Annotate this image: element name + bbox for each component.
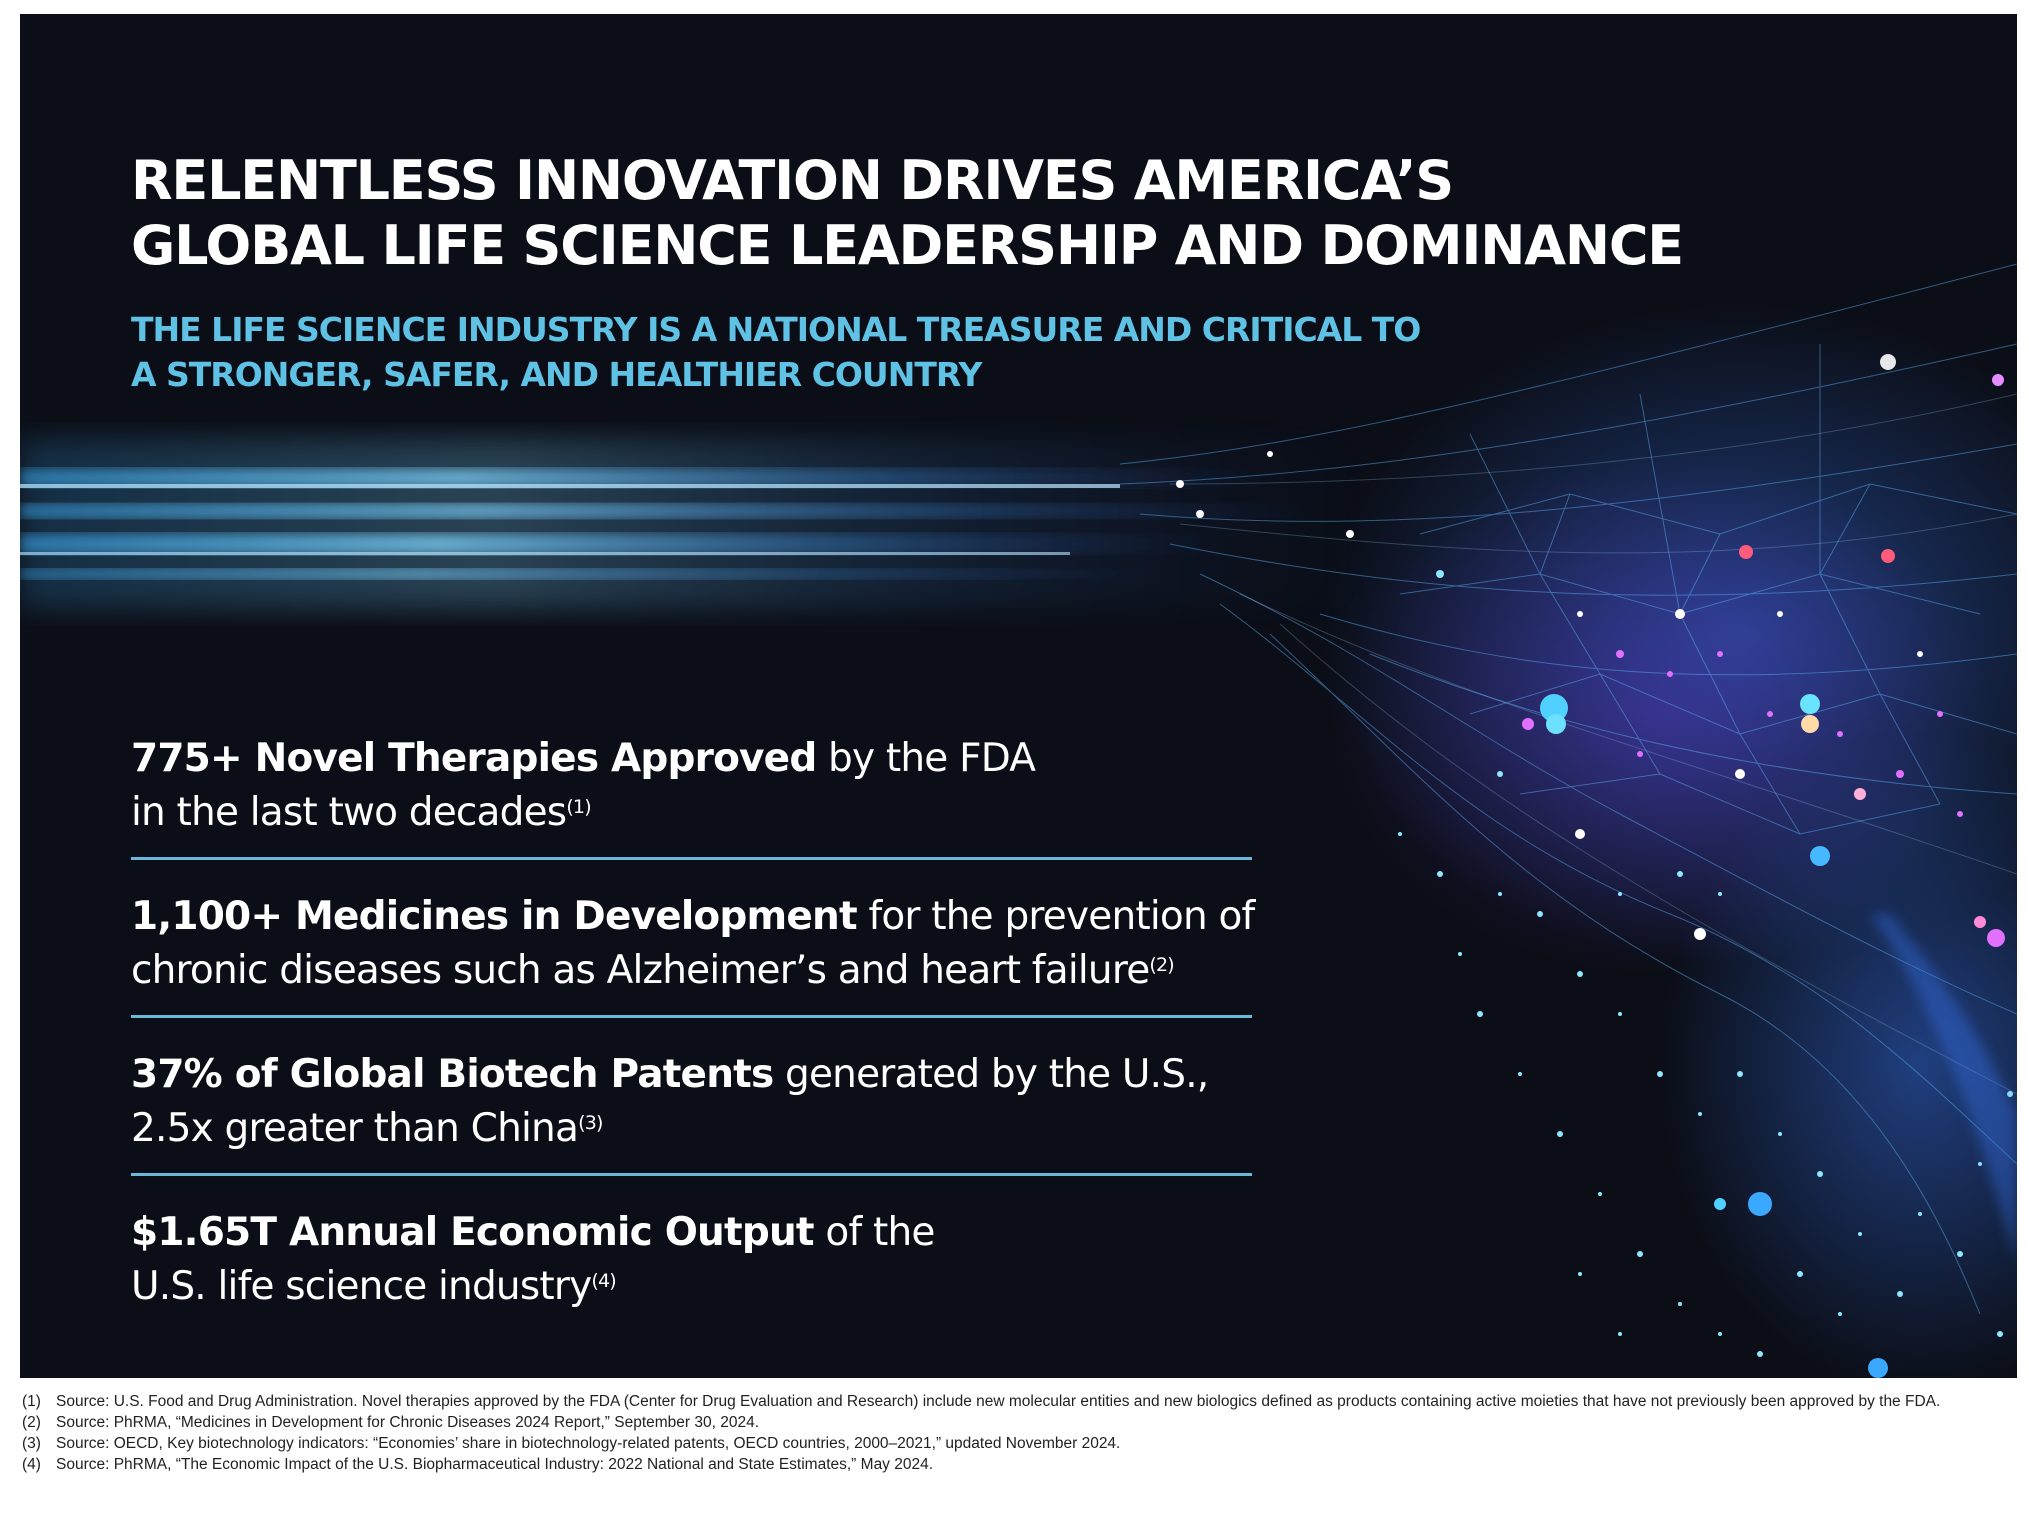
stat-line-2: [131, 786, 1251, 840]
footnote-text: Source: PhRMA, “Medicines in Development for Chronic Diseases 2024 Report,” September 30, 2024.: [56, 1414, 760, 1431]
page-subtitle-line-2: A STRONGER, SAFER, AND HEALTHIER COUNTRY: [131, 355, 982, 394]
page-title-line-2: GLOBAL LIFE SCIENCE LEADERSHIP AND DOMINANCE: [131, 214, 1683, 277]
footnote-number: (3): [22, 1435, 41, 1452]
stat-highlight: $1.65T Annual Economic Output: [131, 1210, 814, 1255]
stat-line-1: [131, 732, 1251, 786]
footnote-ref: (3): [578, 1112, 603, 1134]
footnote-number: (1): [22, 1393, 41, 1410]
stat-line-2: [131, 944, 1251, 998]
divider: [131, 1173, 1252, 1176]
stat-text: generated by the U.S.,: [773, 1052, 1209, 1097]
stat-line-1: [131, 1048, 1251, 1102]
hero-panel: [20, 14, 2017, 1378]
divider: [131, 857, 1252, 860]
footnote-number: (2): [22, 1414, 41, 1431]
page-title-line-1: RELENTLESS INNOVATION DRIVES AMERICA’S: [131, 149, 1453, 212]
footnote-ref: (4): [591, 1270, 616, 1292]
footnote-item: [22, 1412, 2012, 1433]
stat-highlight: 37% of Global Biotech Patents: [131, 1052, 774, 1097]
footnote-text: Source: OECD, Key biotechnology indicators: “Economies’ share in biotechnology-related patents, OECD countries, 2000–2021,” updated November 2024.: [56, 1435, 1121, 1452]
stat-detail: in the last two decades: [131, 790, 567, 835]
divider: [131, 1015, 1252, 1018]
stat-highlight: 775+ Novel Therapies Approved: [131, 736, 817, 781]
stats-list: [131, 732, 1255, 1314]
stat-highlight: 1,100+ Medicines in Development: [131, 894, 857, 939]
page-subtitle-line-1: THE LIFE SCIENCE INDUSTRY IS A NATIONAL TREASURE AND CRITICAL TO: [131, 310, 1421, 349]
stat-detail: chronic diseases such as Alzheimer’s and heart failure: [131, 948, 1150, 993]
stat-detail: U.S. life science industry: [131, 1264, 592, 1309]
stat-text: for the prevention of: [856, 894, 1255, 939]
page-title: [131, 148, 1831, 278]
stat-line-2: [131, 1260, 1251, 1314]
footnote-text: Source: PhRMA, “The Economic Impact of the U.S. Biopharmaceutical Industry: 2022 National and State Estimates,” May 2024.: [56, 1456, 934, 1473]
stat-economic-output: [131, 1206, 1251, 1314]
footnote-item: [22, 1433, 2012, 1454]
stat-detail: 2.5x greater than China: [131, 1106, 579, 1151]
footnote-ref: (2): [1149, 954, 1174, 976]
footnote-item: [22, 1454, 2012, 1475]
stat-text: of the: [813, 1210, 935, 1255]
footnote-number: (4): [22, 1456, 41, 1473]
footnotes: [22, 1391, 2012, 1475]
stat-novel-therapies: [131, 732, 1251, 840]
light-beam: [20, 439, 1370, 609]
stat-medicines-in-development: [131, 890, 1255, 998]
stat-line-1: [131, 890, 1255, 944]
stat-line-2: [131, 1102, 1251, 1156]
footnote-ref: (1): [566, 796, 591, 818]
page-subtitle: [131, 307, 1531, 397]
stat-biotech-patents: [131, 1048, 1251, 1156]
stat-text: by the FDA: [816, 736, 1036, 781]
stat-line-1: [131, 1206, 1251, 1260]
footnote-item: [22, 1391, 2012, 1412]
footnote-text: Source: U.S. Food and Drug Administration. Novel therapies approved by the FDA (Center for Drug Evaluation and Research) include new molecular entities and new biologics defined as products containing active moieties that have not previously been approved by the FDA.: [56, 1393, 1941, 1410]
